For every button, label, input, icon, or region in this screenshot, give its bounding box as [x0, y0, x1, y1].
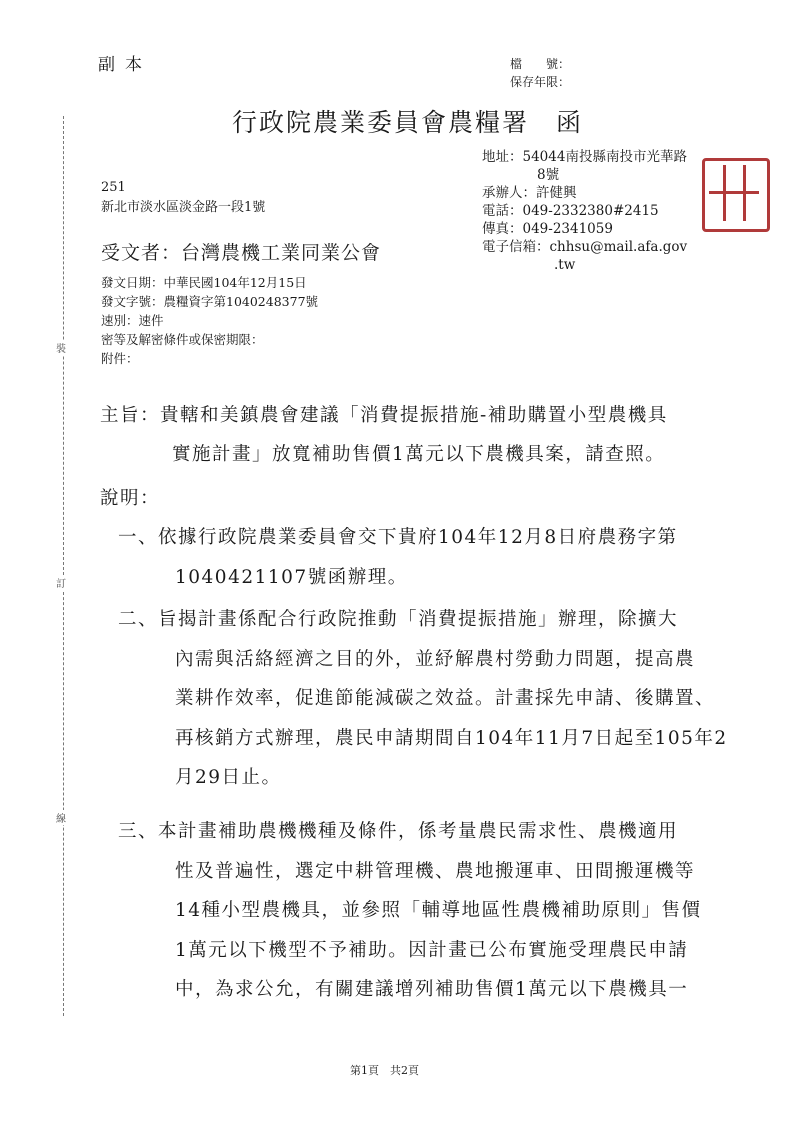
sender-address-cont: 8號 — [537, 167, 560, 183]
item-line: 二、旨揭計畫係配合行政院推動「消費提振措施」辦理，除擴大 — [118, 609, 679, 630]
document-meta — [101, 273, 318, 368]
item-line: 1040421107號函辦理。 — [175, 566, 408, 588]
binding-mark: 線 — [56, 810, 66, 825]
binding-mark: 裝 — [56, 340, 66, 355]
item-line: 業耕作效率，促進節能減碳之效益。計畫採先申請、後購置、 — [175, 688, 716, 709]
file-number-label: 檔 號： — [510, 57, 571, 71]
retention-period-label: 保存年限： — [510, 75, 571, 89]
issue-date: 發文日期：中華民國104年12月15日 — [101, 275, 307, 290]
page-footer: 第1頁 共2頁 — [350, 1064, 419, 1077]
item-line: 1萬元以下機型不予補助。因計畫已公布實施受理農民申請 — [175, 939, 689, 961]
subject-line: 實施計畫」放寬補助售價1萬元以下農機具案，請查照。 — [172, 444, 666, 465]
recipient-street: 新北市淡水區淡金路一段1號 — [101, 200, 266, 215]
item-line: 內需與活絡經濟之目的外，並紓解農村勞動力問題，提高農 — [175, 648, 696, 670]
document-title: 行政院農業委員會農糧署 函 — [232, 108, 584, 137]
recipient-postcode: 251 — [101, 180, 126, 195]
explanation-item-2 — [118, 600, 728, 798]
copy-label: 副本 — [98, 55, 152, 75]
sender-info — [482, 148, 772, 274]
subject — [100, 396, 668, 474]
email: 電子信箱：chhsu@mail.afa.gov — [482, 239, 688, 255]
item-line: 中，為求公允，有關建議增列補助售價1萬元以下農機具一 — [175, 979, 689, 1000]
sender-address: 地址：54044南投縣南投市光華路 — [482, 149, 687, 165]
binding-cut-line — [63, 116, 64, 1016]
item-line: 14種小型農機具，並參照「輔導地區性農機補助原則」售價 — [175, 900, 702, 921]
email-cont: .tw — [554, 257, 576, 273]
contact-person: 承辦人：許健興 — [482, 185, 577, 201]
document-number: 發文字號：農糧資字第1040248377號 — [101, 294, 319, 309]
phone: 電話：049-2332380#2415 — [482, 203, 659, 219]
binding-mark: 訂 — [56, 575, 66, 590]
item-line: 性及普遍性，選定中耕管理機、農地搬運車、田間搬運機等 — [175, 860, 696, 882]
subject-line: 主旨：貴轄和美鎮農會建議「消費提振措施-補助購置小型農機具 — [100, 405, 668, 426]
attachments: 附件： — [101, 351, 139, 366]
item-line: 再核銷方式辦理，農民申請期間自104年11月7日起至105年2 — [175, 727, 728, 749]
explanation-item-1 — [118, 518, 678, 597]
addressee: 受文者：台灣農機工業同業公會 — [101, 242, 382, 264]
item-line: 一、依據行政院農業委員會交下貴府104年12月8日府農務字第 — [118, 527, 678, 548]
item-line: 三、本計畫補助農機機種及條件，係考量農民需求性、農機適用 — [118, 821, 679, 842]
explanation-heading: 說明： — [100, 488, 161, 509]
explanation-item-3 — [118, 812, 702, 1010]
recipient-address — [101, 178, 265, 218]
item-line: 月29日止。 — [175, 767, 282, 788]
delivery-speed: 速別：速件 — [101, 313, 164, 328]
fax: 傳真：049-2341059 — [482, 221, 613, 237]
secrecy-level: 密等及解密條件或保密期限： — [101, 332, 264, 347]
